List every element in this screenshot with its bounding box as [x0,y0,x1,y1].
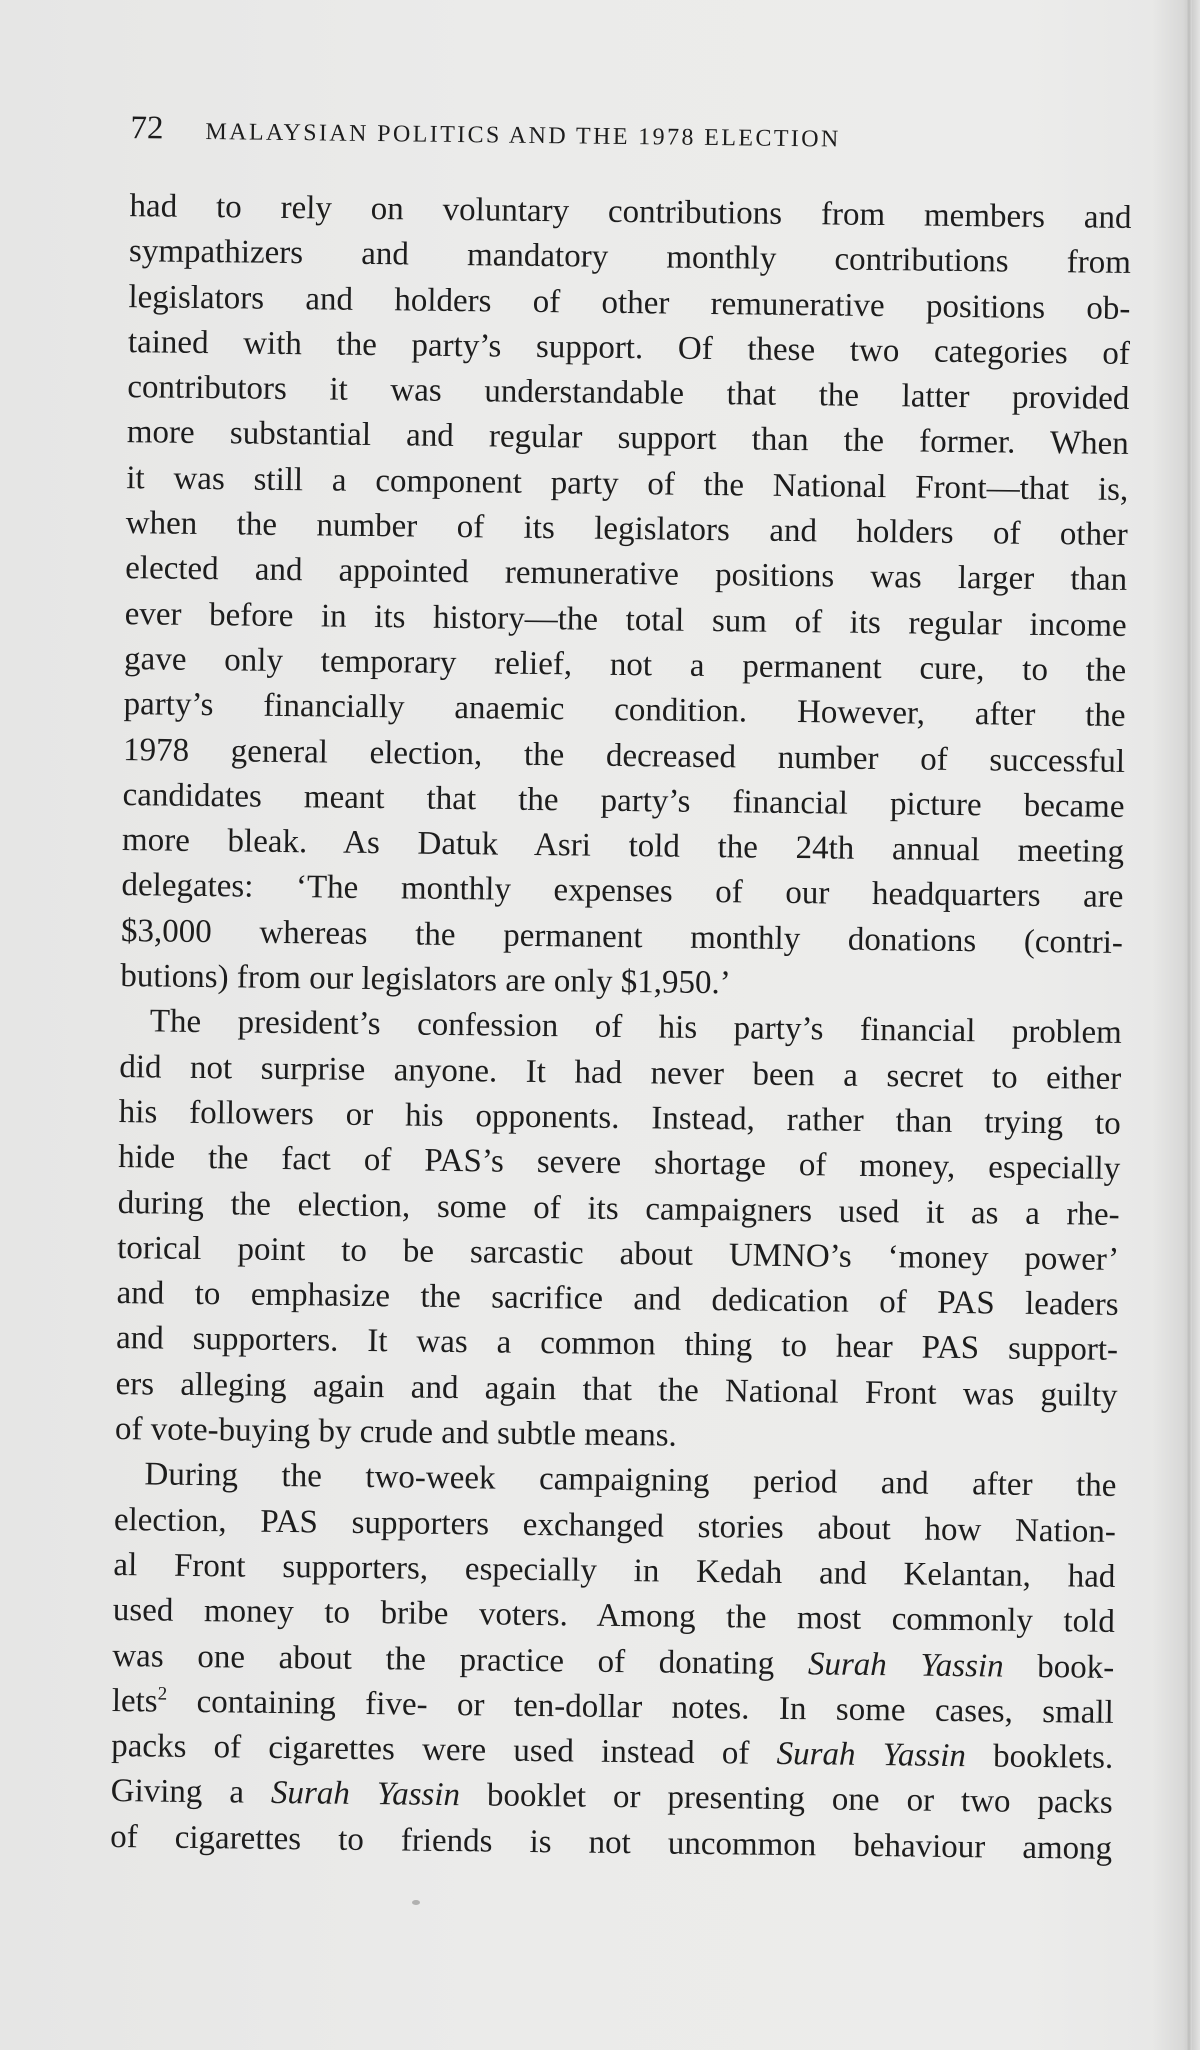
text-line: ever before in its history—the total sum of its regular income [124,595,1127,644]
text-run: book- [1003,1648,1115,1686]
text-line: had to rely on voluntary contributions from members and [129,188,1132,236]
running-head [130,110,1130,162]
text-line: his followers or his opponents. Instead, rather than trying to [118,1093,1121,1142]
italic-title: Surah Yassin [807,1645,1004,1685]
text-line: al Front supporters, especially in Kedah and Kelantan, had [113,1546,1116,1595]
text-line: when the number of its legislators and holders of other [125,505,1128,554]
text-line: torical point to be sarcastic about UMNO’s ‘money power’ [116,1229,1120,1278]
text-line: election, PAS supporters exchanged stories about how Nation- [113,1501,1117,1550]
text-line: it was still a component party of the National Front—that is, [126,459,1129,508]
text-line: of cigarettes to friends is not uncommon behaviour among [109,1818,1113,1867]
text-run: booklet or presenting one or two packs [459,1777,1113,1822]
text-line: contributors it was understandable that the latter provided [127,369,1130,418]
text-line: during the election, some of its campaigners used it as a rhe- [117,1184,1120,1233]
text-line: legislators and holders of other remunerative positions ob- [128,278,1131,327]
text-line: did not surprise anyone. It had never been a secret to either [119,1048,1122,1097]
text-line: butions) from our legislators are only $1,950.’ [120,958,731,1002]
page-edge-shadow [1186,0,1192,2050]
text-line: $3,000 whereas the permanent monthly donations (contri- [120,912,1124,961]
text-line: delegates: ‘The monthly expenses of our headquarters are [121,867,1124,916]
page-number: 72 [130,110,164,147]
text-line: candidates meant that the party’s financial picture became [122,776,1125,825]
text-line: of vote-buying by crude and subtle means. [114,1411,677,1454]
text-line: used money to bribe voters. Among the most commonly told [112,1592,1116,1641]
text-line: ers alleging again and again that the National Front was guilty [115,1365,1118,1414]
text-run: containing five- or ten-dollar notes. In some cases, small [166,1683,1114,1731]
text-block [109,0,1132,1867]
italic-title: Surah Yassin [776,1735,967,1775]
body-text [110,184,1132,1872]
text-line: party’s financially anaemic condition. However, after the [123,686,1126,735]
paragraph-start-line: During the two-week campaigning period and after the [144,1456,1117,1505]
text-line: more bleak. As Datuk Asri told the 24th annual meeting [121,822,1125,871]
paragraph-start-line: The president’s confession of his party’s financial problem [149,1003,1123,1052]
italic-title: Surah Yassin [270,1775,461,1814]
text-run: lets [111,1682,158,1720]
text-line: elected and appointed remunerative positions was larger than [125,550,1128,599]
text-line: more substantial and regular support than the former. When [126,414,1130,463]
text-run: booklets. [965,1738,1114,1776]
text-line: gave only temporary relief, not a permanent cure, to the [123,641,1127,689]
scan-speck [412,1900,420,1905]
text-line: and to emphasize the sacrifice and dedication of PAS leaders [116,1275,1119,1324]
text-line: sympathizers and mandatory monthly contributions from [128,233,1132,282]
running-title: MALAYSIAN POLITICS AND THE 1978 ELECTION [205,119,841,153]
text-line: and supporters. It was a common thing to hear PAS support- [115,1320,1119,1369]
text-run: was one about the practice of donating [112,1637,809,1682]
text-run: packs of cigarettes were used instead of [111,1728,777,1772]
footnote-marker: 2 [157,1683,168,1705]
text-line: tained with the party’s support. Of these two categories of [127,323,1131,372]
text-line: 1978 general election, the decreased number of successful [122,731,1126,780]
text-line: hide the fact of PAS’s severe shortage of money, especially [118,1139,1121,1188]
text-run: Giving a [110,1773,272,1812]
